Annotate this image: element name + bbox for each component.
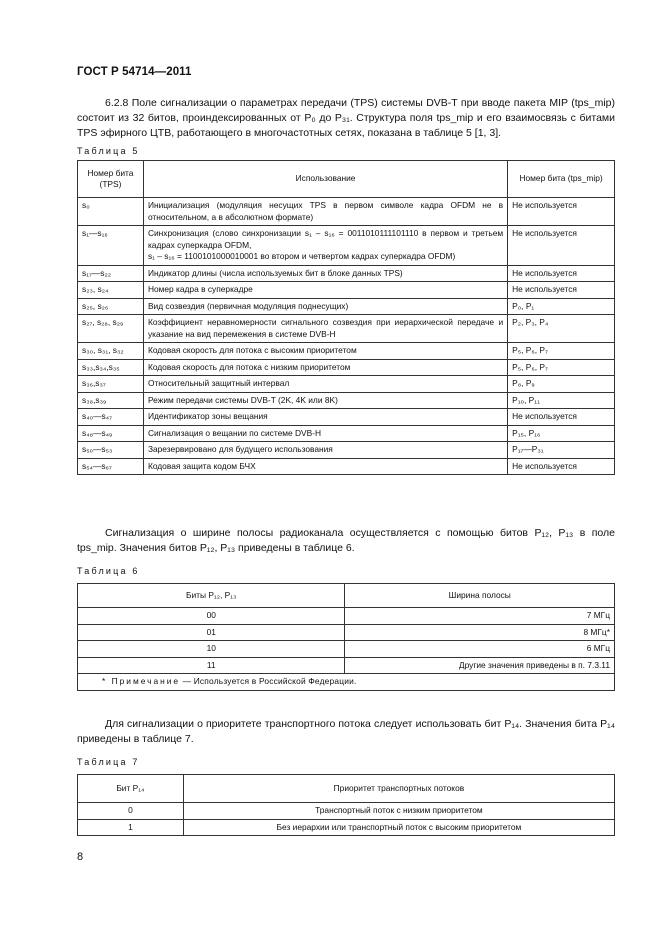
table-row — [78, 657, 615, 674]
table7-cell-priority: Транспортный поток с низким приоритетом — [183, 803, 614, 820]
table5-cell-usage: Сигнализация о вещании по системе DVB-H — [143, 425, 507, 442]
document-header: ГОСТ Р 54714—2011 — [77, 66, 192, 78]
table5-cell-usage: Идентификатор зоны вещания — [143, 409, 507, 426]
table-row — [78, 265, 615, 282]
table6-body — [78, 608, 615, 674]
table5-cell-mip-bits: Не используется — [508, 198, 615, 226]
table5-cell-usage: Коэффициент неравномерности сигнального созвездия при иерархической передаче и указание на вид перемежения в системе DVB-H — [143, 315, 507, 343]
table-row — [78, 198, 615, 226]
table5 — [77, 160, 615, 475]
table6-cell-bits: 11 — [78, 657, 345, 674]
table5-cell-tps-bits: s₄₀—s₄₇ — [78, 409, 144, 426]
table5-cell-mip-bits: Не используется — [508, 226, 615, 266]
table5-cell-mip-bits: Не используется — [508, 409, 615, 426]
table5-cell-tps-bits: s₃₀, s₃₁, s₃₂ — [78, 343, 144, 360]
table-row — [78, 409, 615, 426]
table5-body — [78, 198, 615, 475]
table6-note-label: * Примечание — [102, 676, 181, 686]
table-row — [78, 425, 615, 442]
table5-cell-usage: Кодовая скорость для потока с низким приоритетом — [143, 359, 507, 376]
table5-header-usage: Использование — [143, 161, 507, 198]
table6-cell-bits: 00 — [78, 608, 345, 625]
table5-cell-tps-bits: s₅₀—s₅₃ — [78, 442, 144, 459]
table5-header-tps: Номер бита (TPS) — [78, 161, 144, 198]
table5-cell-tps-bits: s₀ — [78, 198, 144, 226]
table5-cell-usage: Вид созвездия (первичная модуляция поднесущих) — [143, 298, 507, 315]
table5-cell-usage: Режим передачи системы DVB-T (2K, 4K или 8K) — [143, 392, 507, 409]
table5-cell-mip-bits: P₁₇—P₃₁ — [508, 442, 615, 459]
table5-cell-tps-bits: s₄₈—s₄₉ — [78, 425, 144, 442]
table7-cell-bit: 0 — [78, 803, 184, 820]
table5-cell-mip-bits: Не используется — [508, 458, 615, 475]
table-row — [78, 376, 615, 393]
table6-caption: Таблица 6 — [77, 566, 140, 576]
table-row — [78, 819, 615, 836]
table5-cell-usage: Относительный защитный интервал — [143, 376, 507, 393]
table5-cell-mip-bits: Не используется — [508, 265, 615, 282]
table5-cell-tps-bits: s₂₃, s₂₄ — [78, 282, 144, 299]
table5-cell-mip-bits: P₂, P₃, P₄ — [508, 315, 615, 343]
table7-header-priority: Приоритет транспортных потоков — [183, 775, 614, 803]
table5-header-mip: Номер бита (tps_mip) — [508, 161, 615, 198]
table5-cell-mip-bits: P₅, P₆, P₇ — [508, 359, 615, 376]
table5-cell-mip-bits: P₅, P₆, P₇ — [508, 343, 615, 360]
table6-cell-bandwidth: Другие значения приведены в п. 7.3.11 — [345, 657, 615, 674]
table5-cell-mip-bits: P₁₀, P₁₁ — [508, 392, 615, 409]
table7-caption: Таблица 7 — [77, 757, 140, 767]
table6-cell-bandwidth: 7 МГц — [345, 608, 615, 625]
table5-cell-tps-bits: s₁—s₁₆ — [78, 226, 144, 266]
table-row — [78, 359, 615, 376]
table-row — [78, 392, 615, 409]
table5-cell-tps-bits: s₃₆,s₃₇ — [78, 376, 144, 393]
page-number: 8 — [77, 851, 84, 863]
table-row — [78, 608, 615, 625]
table-row — [78, 315, 615, 343]
table-row — [78, 641, 615, 658]
table5-cell-usage: Кодовая скорость для потока с высоким приоритетом — [143, 343, 507, 360]
table6 — [77, 583, 615, 691]
table7-cell-priority: Без иерархии или транспортный поток с высоким приоритетом — [183, 819, 614, 836]
table5-cell-usage: Номер кадра в суперкадре — [143, 282, 507, 299]
table5-cell-usage: Кодовая защита кодом БЧХ — [143, 458, 507, 475]
table-row — [78, 226, 615, 266]
table5-cell-tps-bits: s₂₇, s₂₈, s₂₉ — [78, 315, 144, 343]
table5-cell-mip-bits: P₈, P₉ — [508, 376, 615, 393]
table6-note-text: — Используется в Российской Федерации. — [180, 676, 357, 686]
table5-cell-usage: Индикатор длины (числа используемых бит в блоке данных TPS) — [143, 265, 507, 282]
table5-cell-usage: Инициализация (модуляция несущих TPS в первом символе кадра OFDM не в относительном, а в абсолютном формате) — [143, 198, 507, 226]
table6-note — [78, 674, 615, 691]
table5-cell-usage: Синхронизация (слово синхронизации s₁ – s₁₆ = 0011010111101110 в первом и третьем кадрах суперкадра OFDM, s₁ – s₁₆ = 1100101000010001 во втором и четвертом кадрах суперкадра OFDM) — [143, 226, 507, 266]
table5-caption: Таблица 5 — [77, 146, 140, 156]
bandwidth-paragraph: Сигнализация о ширине полосы радиоканала осуществляется с помощью битов P₁₂, P₁₃ в поле tps_mip. Значения битов P₁₂, P₁₃ приведены в таблице 6. — [77, 527, 615, 554]
table6-cell-bandwidth: 8 МГц* — [345, 624, 615, 641]
table6-header-bits: Биты P₁₂, P₁₃ — [78, 584, 345, 608]
priority-paragraph: Для сигнализации о приоритете транспортного потока следует использовать бит P₁₄. Значения бита P₁₄ приведены в таблице 7. — [77, 718, 615, 745]
table5-cell-mip-bits: P₀, P₁ — [508, 298, 615, 315]
table5-cell-tps-bits: s₂₅, s₂₆ — [78, 298, 144, 315]
table-row — [78, 624, 615, 641]
table6-cell-bits: 01 — [78, 624, 345, 641]
table5-cell-tps-bits: s₃₃,s₃₄,s₃₅ — [78, 359, 144, 376]
table5-cell-mip-bits: Не используется — [508, 282, 615, 299]
table-row — [78, 343, 615, 360]
table7 — [77, 774, 615, 836]
table6-cell-bandwidth: 6 МГц — [345, 641, 615, 658]
table5-cell-tps-bits: s₃₈,s₃₉ — [78, 392, 144, 409]
table-row — [78, 282, 615, 299]
table7-cell-bit: 1 — [78, 819, 184, 836]
table5-cell-tps-bits: s₁₇—s₂₂ — [78, 265, 144, 282]
table5-cell-usage: Зарезервировано для будущего использования — [143, 442, 507, 459]
table6-header-bandwidth: Ширина полосы — [345, 584, 615, 608]
table-row — [78, 458, 615, 475]
table-row — [78, 803, 615, 820]
table5-cell-tps-bits: s₅₄—s₆₇ — [78, 458, 144, 475]
table-row — [78, 442, 615, 459]
table-row — [78, 298, 615, 315]
table6-cell-bits: 10 — [78, 641, 345, 658]
table7-body — [78, 803, 615, 836]
table7-header-bit: Бит P₁₄ — [78, 775, 184, 803]
table5-cell-mip-bits: P₁₅, P₁₆ — [508, 425, 615, 442]
section-6-2-8-paragraph: 6.2.8 Поле сигнализации о параметрах передачи (TPS) системы DVB-T при вводе пакета MIP (tps_mip) состоит из 32 битов, проиндексированных от P₀ до P₃₁. Структура поля tps_mip и его взаимосвязь с битами TPS эфирного ЦТВ, работающего в многочастотных сетях, показана в таблице 5 [1, 3]. — [77, 97, 615, 139]
